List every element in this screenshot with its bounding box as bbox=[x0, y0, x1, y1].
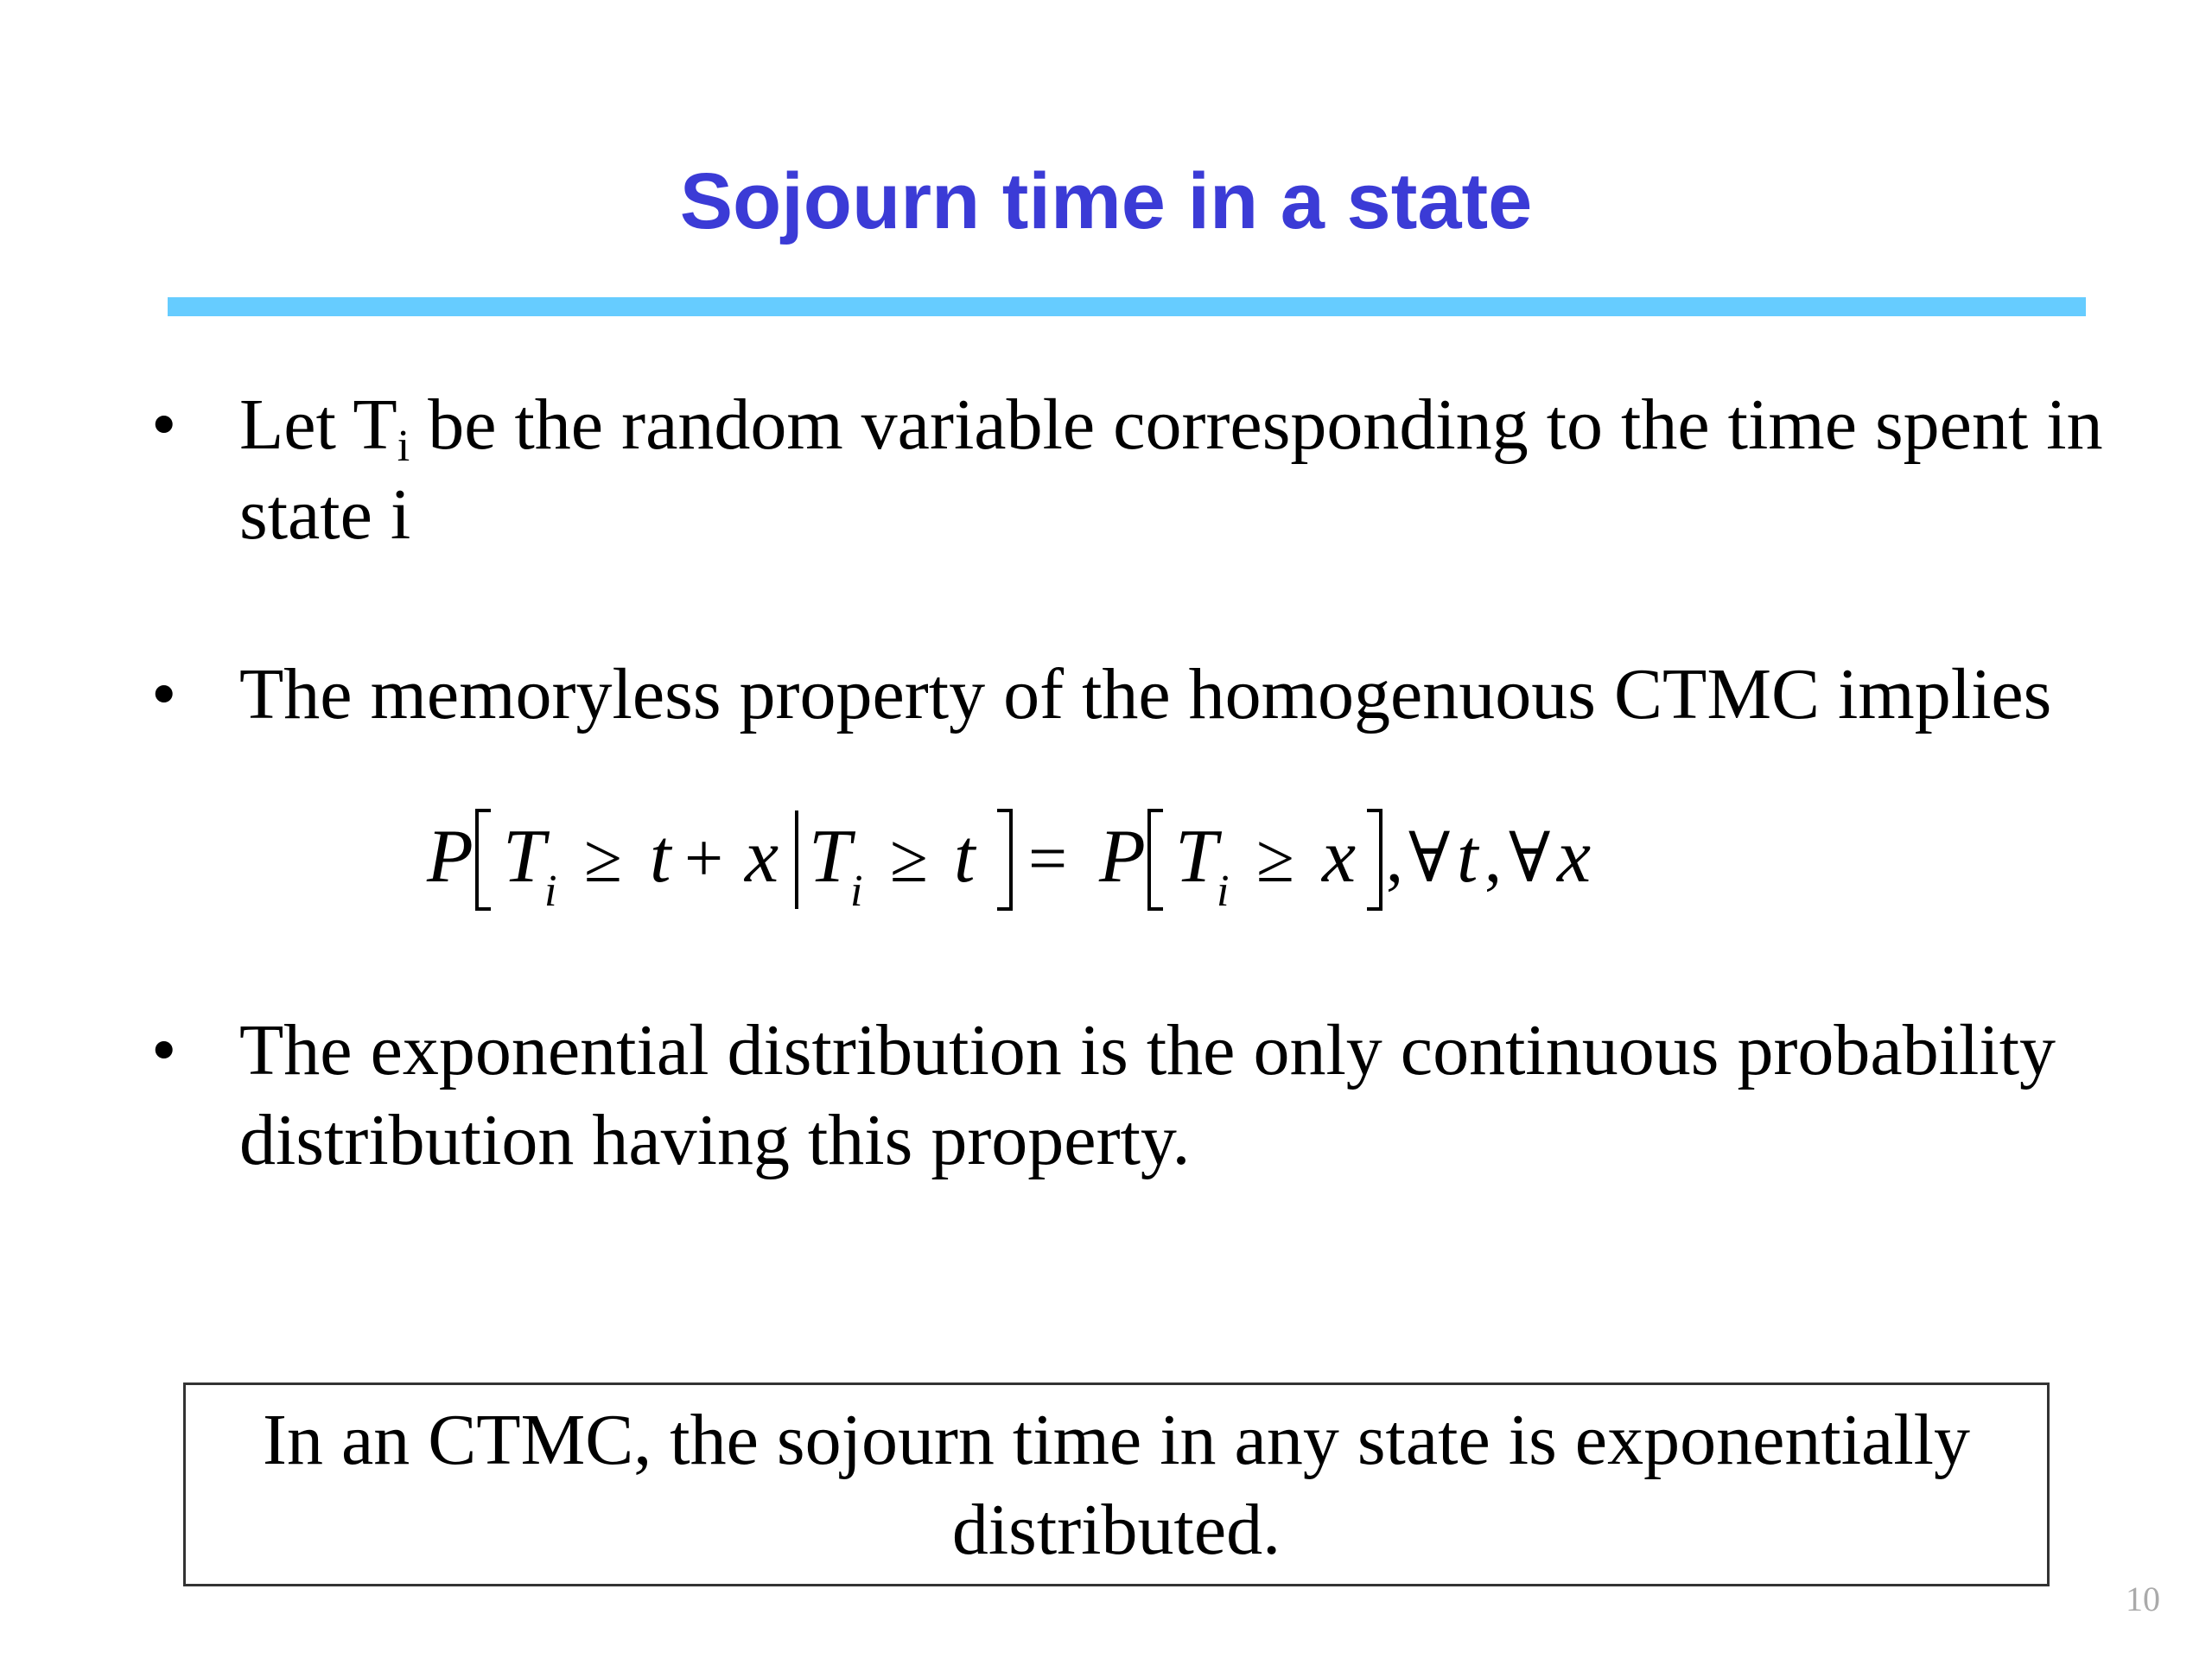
memoryless-formula bbox=[423, 795, 1668, 933]
formula-svg bbox=[423, 795, 1668, 933]
formula-right-bracket bbox=[997, 810, 1011, 909]
formula-P: P bbox=[427, 815, 474, 899]
formula-sub-i: i bbox=[1217, 867, 1230, 916]
formula-ge: ≥ bbox=[890, 821, 928, 897]
formula-t: t bbox=[650, 815, 671, 899]
bullet-marker: • bbox=[151, 1010, 177, 1090]
title-divider bbox=[168, 297, 2086, 316]
formula-x: x bbox=[1557, 815, 1592, 899]
formula-sub-i: i bbox=[850, 867, 863, 916]
bullet-1-prefix: Let T bbox=[239, 385, 397, 465]
bullet-1-subscript: i bbox=[397, 422, 410, 471]
formula-P: P bbox=[1099, 815, 1146, 899]
formula-plus: + bbox=[684, 821, 724, 897]
bullet-3-text: The exponential distribution is the only continuous probability distribution having this property. bbox=[239, 1010, 2056, 1180]
formula-eq: = bbox=[1028, 821, 1068, 897]
formula-left-bracket bbox=[477, 810, 491, 909]
formula-ge: ≥ bbox=[1256, 821, 1294, 897]
conclusion-box: In an CTMC, the sojourn time in any state is exponentially distributed. bbox=[183, 1382, 2050, 1586]
bullet-marker: • bbox=[151, 654, 177, 734]
bullet-1-text bbox=[239, 380, 2123, 560]
bullet-1-suffix: be the random variable corresponding to the time spent in state i bbox=[239, 385, 2103, 555]
formula-comma: , bbox=[1484, 821, 1502, 897]
formula-T: T bbox=[503, 815, 545, 899]
formula-forall: ∀ bbox=[1408, 821, 1451, 897]
formula-t: t bbox=[954, 815, 976, 899]
formula-x: x bbox=[1322, 815, 1357, 899]
page-number: 10 bbox=[2126, 1580, 2160, 1618]
formula-ge: ≥ bbox=[584, 821, 622, 897]
formula-t: t bbox=[1457, 815, 1478, 899]
formula-x: x bbox=[745, 815, 779, 899]
bullet-marker: • bbox=[151, 385, 177, 465]
formula-right-bracket bbox=[1367, 810, 1381, 909]
formula-sub-i: i bbox=[544, 867, 557, 916]
formula-comma: , bbox=[1386, 821, 1403, 897]
formula-T: T bbox=[809, 815, 851, 899]
formula-T: T bbox=[1175, 815, 1217, 899]
formula-left-bracket bbox=[1149, 810, 1163, 909]
formula-forall: ∀ bbox=[1509, 821, 1551, 897]
slide-title: Sojourn time in a state bbox=[679, 157, 1533, 245]
bullet-2-text: The memoryless property of the homogenuous CTMC implies bbox=[239, 654, 2052, 734]
